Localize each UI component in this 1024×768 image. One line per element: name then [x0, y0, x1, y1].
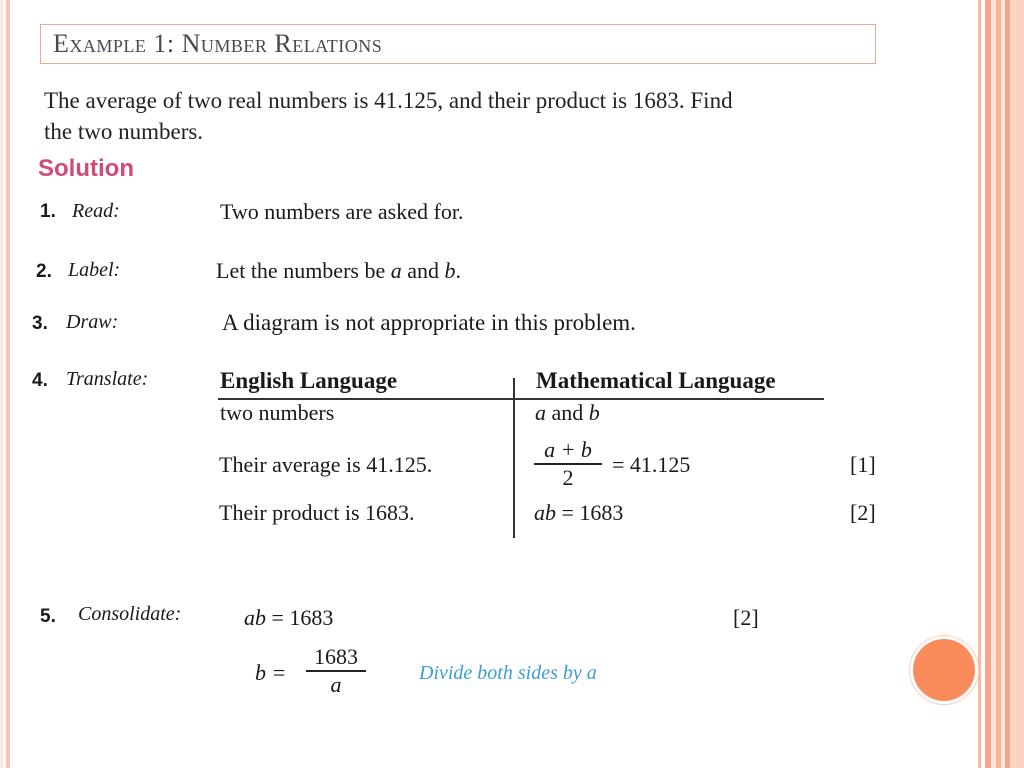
table-row2-english: Their average is 41.125.: [219, 452, 433, 477]
step-2-text: Let the numbers be a and b.: [216, 258, 461, 283]
solution-heading: Solution: [38, 155, 134, 182]
step-4-number: 4.: [32, 370, 48, 391]
step-3-number: 3.: [32, 313, 48, 334]
step-2-number: 2.: [36, 261, 52, 282]
left-edge-stripe: [0, 0, 3, 768]
consolidate-eq2-fraction: 1683 a: [306, 645, 366, 697]
problem-line-1: The average of two real numbers is 41.125, and their product is 1683. Find: [44, 88, 733, 113]
step-2-name: Label:: [68, 259, 121, 281]
step-3-name: Draw:: [66, 311, 119, 333]
step-3-text: A diagram is not appropriate in this problem.: [222, 310, 636, 335]
table-row2-rhs: = 41.125: [612, 452, 691, 477]
equation-tag-1: [1]: [850, 452, 876, 477]
left-border-stripe: [6, 0, 10, 768]
table-row2-fraction: a + b 2: [534, 438, 602, 490]
table-row1-math: a and b: [535, 400, 600, 425]
table-row1-english: two numbers: [220, 400, 335, 425]
table-header-english: English Language: [220, 368, 398, 393]
equation-tag-2: [2]: [850, 500, 876, 525]
problem-line-2: the two numbers.: [44, 119, 204, 144]
consolidate-note: Divide both sides by a: [419, 662, 597, 684]
right-border-stripes: [978, 0, 1024, 768]
step-4-name: Translate:: [66, 368, 149, 390]
consolidate-eq1: ab = 1683: [244, 605, 334, 630]
table-header-math: Mathematical Language: [536, 368, 776, 393]
step-5-name: Consolidate:: [78, 603, 182, 625]
consolidate-eq2-lhs: b =: [255, 660, 287, 685]
slide-title-box: [40, 24, 876, 64]
step-1-text: Two numbers are asked for.: [220, 199, 464, 224]
slide-title: Example 1: Number Relations: [53, 29, 383, 58]
decorative-circle: [913, 639, 975, 701]
table-divider: [513, 378, 515, 538]
table-row3-math: ab = 1683: [534, 500, 624, 525]
step-5-number: 5.: [40, 606, 56, 627]
table-row3-english: Their product is 1683.: [219, 500, 415, 525]
step-1-name: Read:: [72, 200, 120, 222]
consolidate-eq1-tag: [2]: [733, 605, 759, 630]
step-1-number: 1.: [40, 201, 56, 222]
